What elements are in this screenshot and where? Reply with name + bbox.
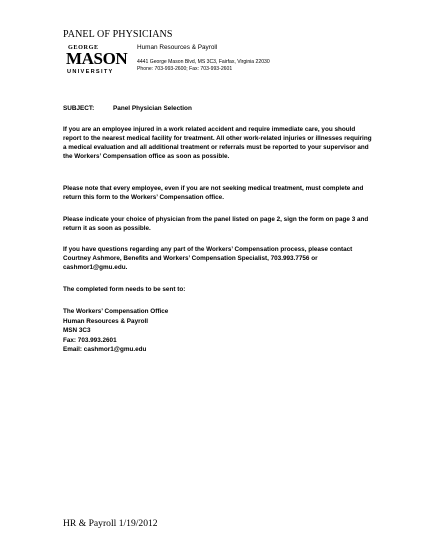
phone-fax-line: Phone: 703-993-2600; Fax: 703-993-2601 <box>137 65 233 72</box>
contact-msn: MSN 3C3 <box>63 327 91 335</box>
paragraph-choose-physician: Please indicate your choice of physician from the panel listed on page 2, sign the form on page 3 and return it as soon as possible. <box>63 216 369 233</box>
paragraph-questions-contact: If you have questions regarding any part of the Workers’ Compensation process, please contact Courtney Ashmore, Benefits and Workers’ Compensation Specialist, 703.993.7756 or cashmor1@gmu.edu. <box>63 246 353 272</box>
contact-email: Email: cashmor1@gmu.edu <box>63 346 147 354</box>
page-footer: HR & Payroll 1/19/2012 <box>63 518 158 529</box>
logo-word-george: GEORGE <box>68 44 99 51</box>
contact-fax: Fax: 703.993.2601 <box>63 336 117 344</box>
contact-block-header <box>137 59 270 72</box>
mailing-address-block <box>63 307 168 355</box>
subject-label: SUBJECT: <box>63 105 95 112</box>
page-title: PANEL OF PHYSICIANS <box>63 29 173 40</box>
subject-line <box>63 105 192 112</box>
paragraph-form-required: Please note that every employee, even if you are not seeking medical treatment, must complete and return this form to the Workers’ Compensation office. <box>63 185 364 202</box>
subject-value: Panel Physician Selection <box>113 105 192 112</box>
paragraph-send-to: The completed form needs to be sent to: <box>63 286 186 293</box>
paragraph-injury-instructions: If you are an employee injured in a work related accident and require immediate care, you should report to the nearest medical facility for treatment. All other work-related injuries or illnesses requiring a medical evaluation and all additional treatment or referrals must be reported to your supervisor and the Workers’ Compensation office as soon as possible. <box>63 126 372 161</box>
george-mason-logo <box>66 43 128 79</box>
contact-office: The Workers’ Compensation Office <box>63 308 169 315</box>
department-name: Human Resources & Payroll <box>137 44 218 51</box>
address-line: 4441 George Mason Blvd, MS 3C3, Fairfax, Virginia 22030 <box>137 59 270 65</box>
logo-word-mason: MASON <box>66 49 128 68</box>
contact-department: Human Resources & Payroll <box>63 317 148 325</box>
logo-word-university: UNIVERSITY <box>67 69 114 75</box>
